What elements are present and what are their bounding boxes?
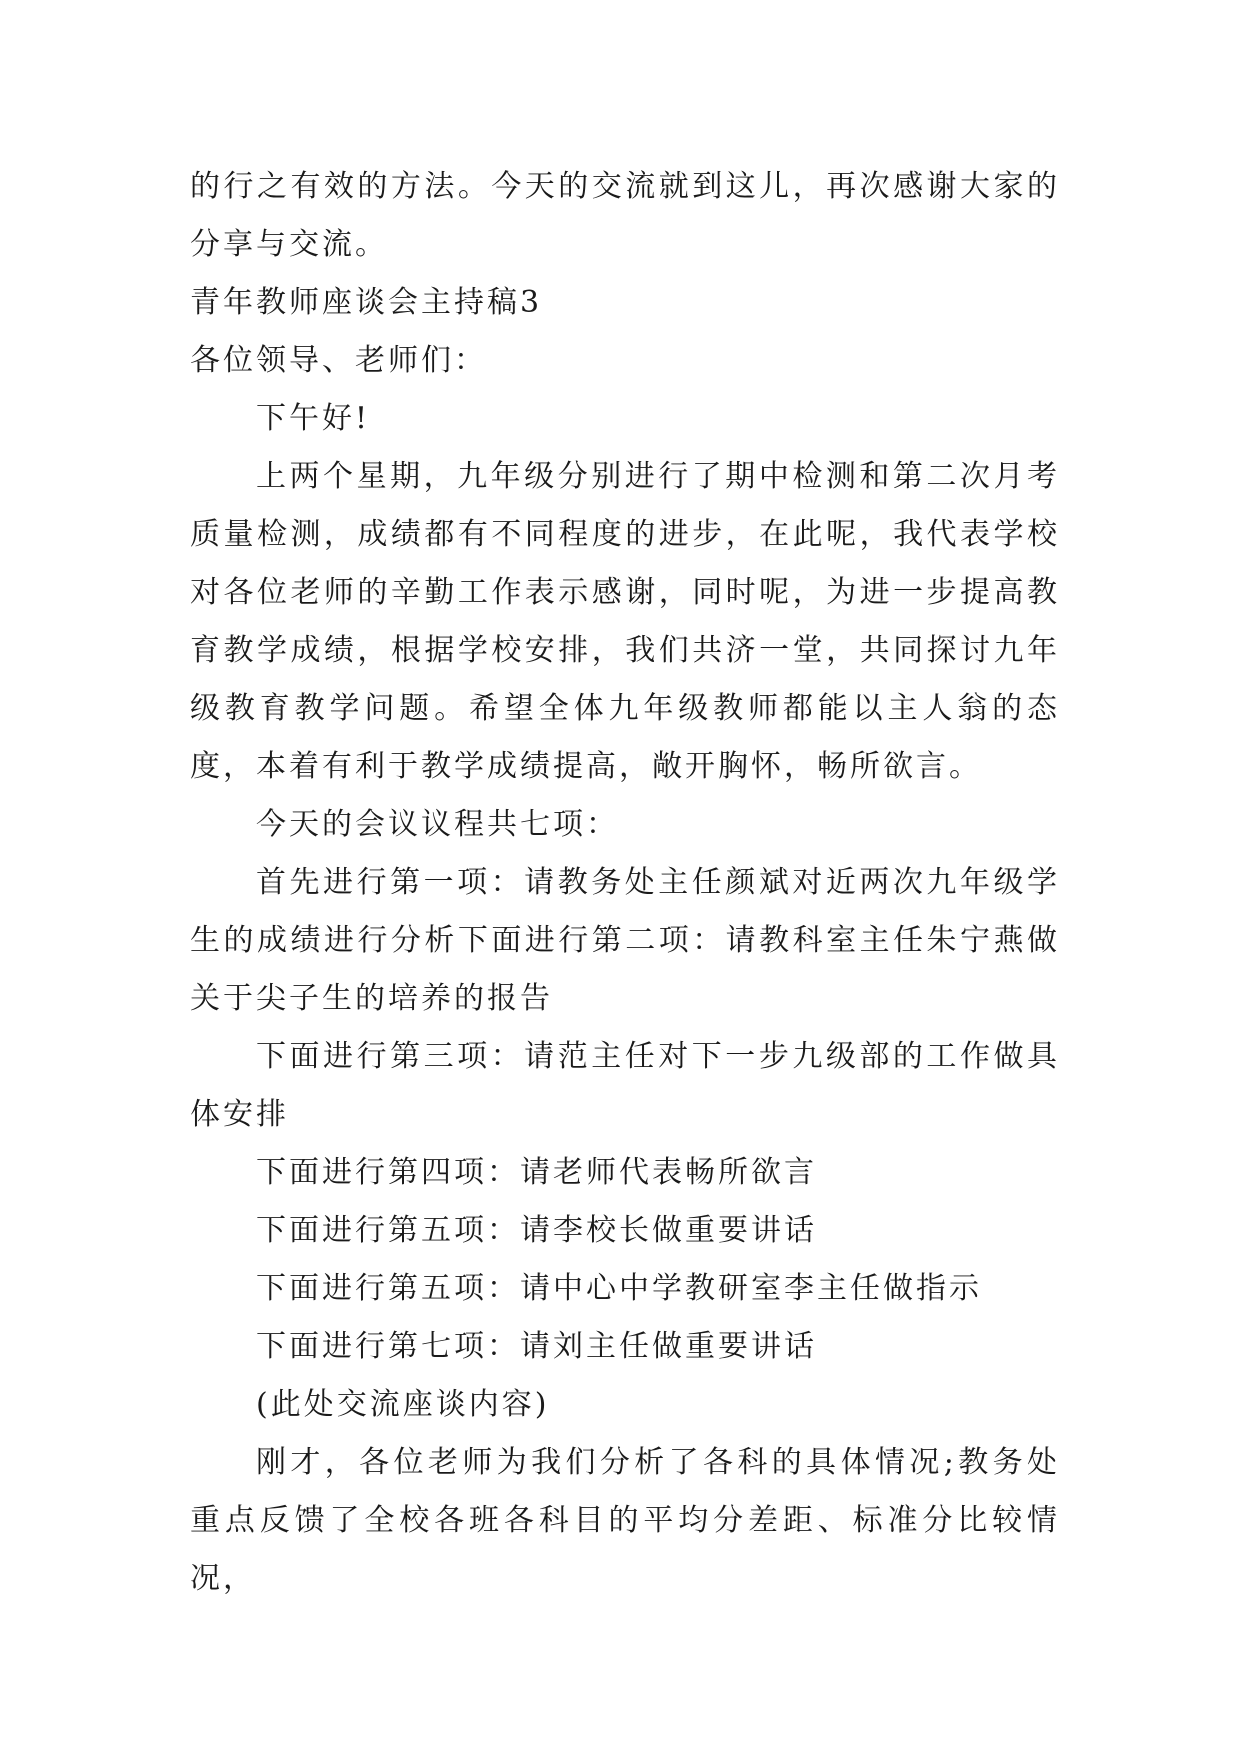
section-title: 青年教师座谈会主持稿3	[190, 285, 543, 320]
paragraph-summary: 刚才，各位老师为我们分析了各科的具体情况;教务处重点反馈了全校各班各科目的平均分差距、标准分比较情况，	[190, 1445, 1060, 1596]
agenda-item-1-2: 首先进行第一项：请教务处主任颜斌对近两次九年级学生的成绩进行分析下面进行第二项：请教科室主任朱宁燕做关于尖子生的培养的报告	[190, 865, 1060, 1016]
agenda-item-3: 下面进行第三项：请范主任对下一步九级部的工作做具体安排	[190, 1039, 1060, 1132]
document-body	[190, 158, 1060, 1608]
agenda-item-5: 下面进行第五项：请李校长做重要讲话	[256, 1213, 817, 1248]
salutation: 各位领导、老师们：	[190, 343, 487, 378]
paragraph-closing: 的行之有效的方法。今天的交流就到这儿，再次感谢大家的分享与交流。	[190, 169, 1060, 262]
agenda-item-6: 下面进行第五项：请中心中学教研室李主任做指示	[256, 1271, 982, 1306]
placeholder-note: (此处交流座谈内容)	[256, 1387, 550, 1422]
paragraph-intro: 上两个星期，九年级分别进行了期中检测和第二次月考质量检测，成绩都有不同程度的进步，在此呢，我代表学校对各位老师的辛勤工作表示感谢，同时呢，为进一步提高教育教学成绩，根据学校安排，我们共济一堂，共同探讨九年级教育教学问题。希望全体九年级教师都能以主人翁的态度，本着有利于教学成绩提高，敞开胸怀，畅所欲言。	[190, 459, 1060, 784]
greeting: 下午好!	[256, 401, 371, 436]
agenda-item-7: 下面进行第七项：请刘主任做重要讲话	[256, 1329, 817, 1364]
agenda-item-4: 下面进行第四项：请老师代表畅所欲言	[256, 1155, 817, 1190]
agenda-heading: 今天的会议议程共七项：	[256, 807, 619, 842]
